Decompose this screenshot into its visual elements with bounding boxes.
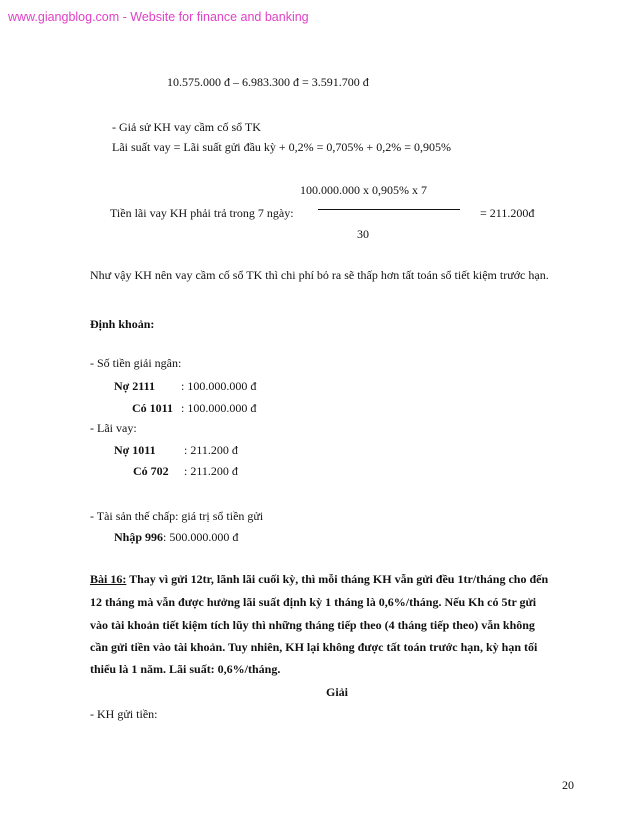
disbursement-title: - Số tiền giải ngân: [90,356,182,370]
problem-line: vào tài khoản tiết kiệm tích lũy thì những tháng tiếp theo (4 tháng tiếp theo) vẫn không [90,618,535,632]
disbursement-debit-label: Nợ 2111 [114,379,155,393]
collateral-title: - Tài sản thế chấp: giá trị sổ tiền gửi [90,509,264,523]
problem-label: Bài 16: [90,572,127,586]
loan-rate-line: Lãi suất vay = Lãi suất gửi đầu kỳ + 0,2% = 0,705% + 0,2% = 0,905% [112,140,451,154]
calculation-line: 10.575.000 đ – 6.983.300 đ = 3.591.700 đ [167,75,369,89]
interest-debit-label: Nợ 1011 [114,443,156,457]
page-number: 20 [562,778,574,792]
solution-heading: Giải [326,685,349,699]
collateral-entry [114,530,238,545]
problem-line: 12 tháng mà vẫn được hưởng lãi suất định kỳ 1 tháng là 0,6%/tháng. Nếu Kh có 5tr gửi [90,595,537,609]
problem-line [90,572,548,587]
entries-heading: Định khoản: [90,317,155,331]
fraction-bar [318,209,460,210]
collateral-value: : 500.000.000 đ [163,530,239,544]
problem-line-text: Thay vì gửi 12tr, lãnh lãi cuối kỳ, thì mỗi tháng KH vẫn gửi đều 1tr/tháng cho đến [126,572,549,586]
disbursement-debit-value: : 100.000.000 đ [181,379,257,393]
conclusion-paragraph: Như vậy KH nên vay cầm cố sổ TK thì chi phí bỏ ra sẽ thấp hơn tất toán sổ tiết kiệm trước hạn. [90,268,549,282]
collateral-label: Nhập 996 [114,530,164,544]
interest-credit-value: : 211.200 đ [184,464,238,478]
problem-line: thiểu là 1 năm. Lãi suất: 0,6%/tháng. [90,662,281,676]
interest-debit-value: : 211.200 đ [184,443,238,457]
watermark-link[interactable]: www.giangblog.com - Website for finance and banking [8,10,309,24]
fraction-numerator: 100.000.000 x 0,905% x 7 [300,183,427,197]
problem-line: cần gửi tiền vào tài khoản. Tuy nhiên, KH lại không được tất toán trước hạn, kỳ hạn tối [90,640,538,654]
fraction-denominator: 30 [357,227,369,241]
deposit-line: - KH gửi tiền: [90,707,158,721]
fraction-label: Tiền lãi vay KH phải trả trong 7 ngày: [110,206,294,220]
assumption-line: - Giả sử KH vay cầm cố sổ TK [112,120,261,134]
fraction-result: = 211.200đ [480,206,535,220]
disbursement-credit-label: Có 1011 [132,401,174,415]
disbursement-credit-value: : 100.000.000 đ [181,401,257,415]
interest-credit-label: Có 702 [133,464,169,478]
interest-title: - Lãi vay: [90,421,137,435]
